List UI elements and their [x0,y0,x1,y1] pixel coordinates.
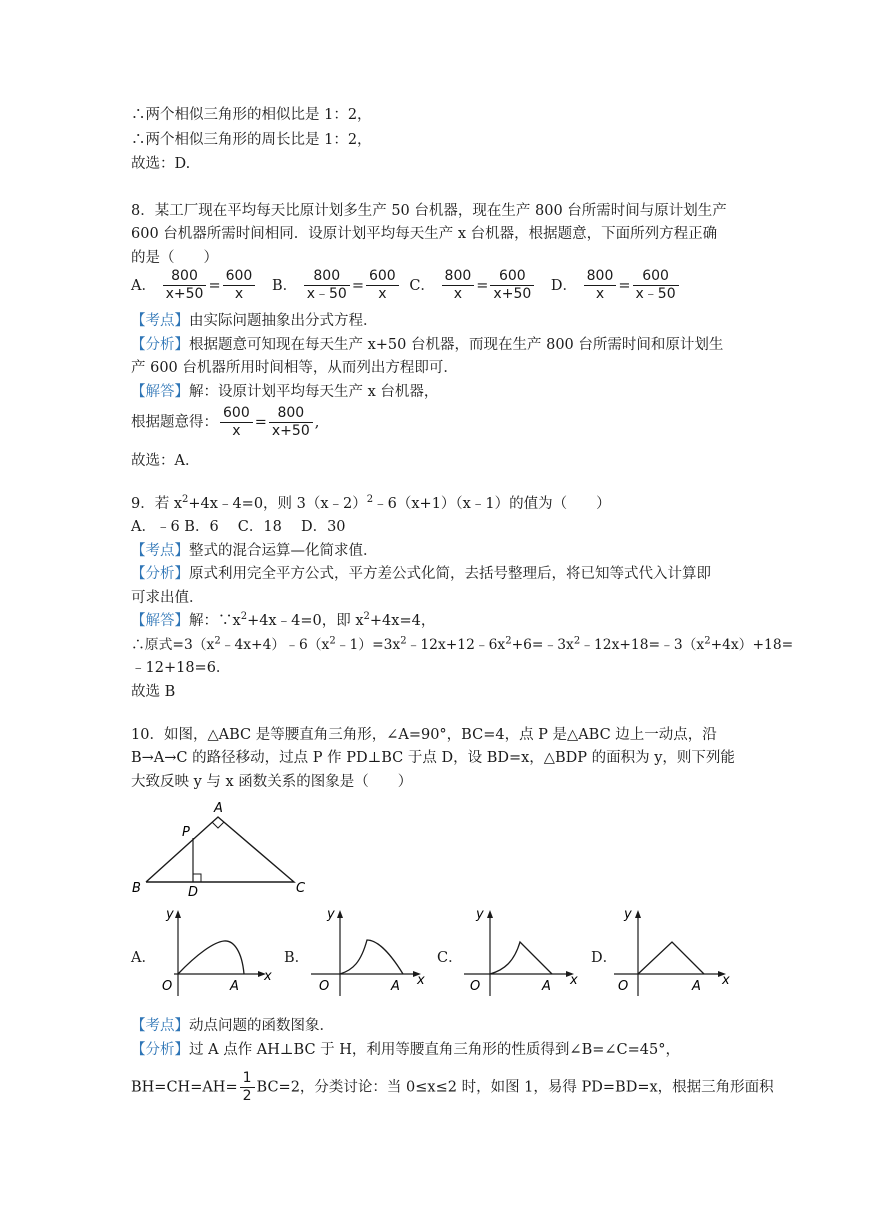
frac-num: 800 [304,268,350,286]
q9-jieda-1 [131,611,435,631]
t: +4x﹣4=0，则 3（x﹣2） [188,496,367,512]
triangle-figure [128,800,308,900]
frac-num: 800 [442,268,475,286]
axis-x-label: x [264,969,272,984]
point-a-label: A [542,979,551,994]
q10-fenxi-2 [131,1070,774,1105]
label-c: C [296,881,306,896]
origin-label: O [618,979,629,994]
sup: 2 [182,494,189,506]
sup: 2 [505,635,512,647]
q10-stem-3: 大致反映 y 与 x 函数关系的图象是（ ） [131,774,413,790]
kaodian-tag: 【考点】 [131,313,189,329]
graph-d [610,904,735,1004]
q8-option-b: B． $\frac{800}{x﹣50}$ = $\frac{600}{x}$ [272,278,405,294]
frac-num: 600 [490,268,534,286]
q7-line-1: ∴两个相似三角形的相似比是 1：2， [131,107,372,123]
axis-x-label: x [570,973,578,988]
sup: 2 [214,635,221,647]
q8-stem-3: 的是（ ） [131,250,218,266]
sup: 2 [329,635,336,647]
q7-answer: 故选：D. [131,156,191,172]
sup: 2 [363,611,370,623]
fenxi-text: 原式利用完全平方公式，平方差公式化简，去括号整理后，将已知等式代入计算即 [189,566,711,582]
q8-option-d: D． $\frac{800}{x}$ = $\frac{600}{x﹣50}$ [551,278,681,294]
t: +4x）+18= [710,637,794,653]
q8-stem-2: 600 台机器所需时间相同．设原计划平均每天生产 x 台机器，根据题意，下面所列方程正确 [131,226,718,242]
t: 9．若 x [131,496,183,512]
t: ﹣4x+4）﹣6（x [220,637,330,653]
graph-a [152,904,272,1004]
jieda-tag: 【解答】 [131,384,189,400]
axis-x-label: x [722,973,730,988]
option-label: A． [131,277,156,294]
jieda-tag: 【解答】 [131,613,189,629]
q9-options: A．﹣6 B．6 C．18 D．30 [131,519,346,535]
option-label: D． [550,277,578,294]
frac-den: x [378,286,387,302]
axis-y-label: y [166,907,174,922]
frac-den: x+50 [271,423,310,439]
t: ﹣12x+18=﹣3（x [580,637,705,653]
fenxi-tag: 【分析】 [131,1042,189,1058]
origin-label: O [319,979,330,994]
q10-fenxi-1 [131,1040,680,1060]
option-label: B． [271,277,298,294]
frac-den: x [595,286,605,302]
t: ﹣12x+12﹣6x [406,637,506,653]
sup: 2 [240,611,248,623]
q8-jieda-2: 根据题意得： $\frac{600}{x}$ = $\frac{800}{x+50}$ , [131,405,320,439]
graph-label-a: A． [131,950,156,966]
q10-kaodian [131,1016,334,1036]
origin-label: O [470,979,481,994]
label-b: B [132,881,141,896]
q9-stem [131,494,611,514]
t: ∴原式=3（x [131,637,215,653]
graph-label-d: D． [591,950,618,966]
frac-num: 600 [366,268,399,286]
triangle-abc [146,817,294,882]
q7-line-2: ∴两个相似三角形的周长比是 1：2， [131,132,372,148]
kaodian-text: 整式的混合运算—化简求值． [189,543,378,559]
fenxi-tag: 【分析】 [131,337,189,353]
fenxi-text: 根据题意可知现在每天生产 x+50 台机器，而现在生产 800 台所需时间和原计划生 [189,337,724,353]
graph-c [458,904,578,1004]
axis-y-label: y [476,907,484,922]
kaodian-text: 由实际问题抽象出分式方程． [189,313,378,329]
right-angle-d [193,874,201,882]
label-d: D [188,885,199,900]
q10-stem-1: 10．如图，△ABC 是等腰直角三角形，∠A=90°，BC=4，点 P 是△ABC 边上一动点，沿 [131,727,717,743]
label-p: P [182,825,190,840]
t: ﹣1）=3x [335,637,401,653]
t: ﹣6（x+1）（x﹣1）的值为（ ） [373,496,611,512]
frac-den: x [453,286,463,302]
kaodian-text: 动点问题的函数图象． [189,1018,334,1034]
sup: 2 [366,494,374,506]
q8-option-a: A． $\frac{800}{x+50}$ = $\frac{600}{x}$ [131,278,262,294]
q8-options [131,268,681,303]
t: +4x﹣4=0，即 x [247,613,364,629]
point-a-label: A [692,979,701,994]
t: BH=CH=AH= [131,1079,238,1096]
t: BC=2，分类讨论：当 0≤x≤2 时，如图 1，易得 PD=BD=x，根据三角形面积 [256,1079,774,1096]
graph-label-b: B． [284,950,310,966]
q8-option-c: C． $\frac{800}{x}$ = $\frac{600}{x+50}$ [409,278,541,294]
curve-b [340,940,403,974]
graph-b [305,904,425,1004]
kaodian-tag: 【考点】 [131,543,189,559]
curve-d [638,942,704,974]
jieda-prefix: 根据题意得： [131,414,218,431]
frac-num: 600 [633,268,679,286]
q8-jieda-1 [131,382,438,402]
q9-jieda-3: ﹣12+18=6． [131,660,231,676]
curve-c [490,942,552,974]
q9-answer: 故选 B [131,684,176,700]
q8-stem-1: 8．某工厂现在平均每天比原计划多生产 50 台机器，现在生产 800 台所需时间与原计划生产 [131,203,727,219]
axis-y-label: y [327,907,335,922]
t: +6=﹣3x [511,637,574,653]
q8-kaodian [131,311,378,331]
point-a-label: A [230,979,239,994]
kaodian-tag: 【考点】 [131,1018,189,1034]
label-a: A [214,801,223,816]
q9-fenxi-1 [131,564,711,584]
fenxi-tag: 【分析】 [131,566,189,582]
sup: 2 [573,635,581,647]
frac-den: 2 [242,1088,252,1104]
origin-label: O [162,979,173,994]
frac-den: x﹣50 [635,286,676,302]
sup: 2 [400,635,407,647]
fenxi-text: 过 A 点作 AH⊥BC 于 H，利用等腰直角三角形的性质得到∠B=∠C=45°， [189,1042,680,1058]
frac-num: 800 [163,268,207,286]
frac-den: x [234,286,244,302]
frac-den: x+50 [165,286,204,302]
q8-fenxi-2: 产 600 台机器所用时间相等，从而列出方程即可． [131,360,458,376]
q9-fenxi-2: 可求出值． [131,590,204,606]
jieda-text: 解：设原计划平均每天生产 x 台机器， [189,384,439,400]
q8-fenxi-1 [131,335,723,355]
frac-num: 1 [240,1070,255,1088]
option-label: C． [409,277,435,294]
right-angle-a [212,822,224,828]
graph-label-c: C． [437,950,463,966]
frac-num: 600 [223,268,256,286]
axis-x-label: x [417,973,425,988]
curve-a [178,941,244,974]
frac-den: x﹣50 [306,286,347,302]
t: 解：∵x [189,613,241,629]
t: +4x=4， [369,613,436,629]
q9-jieda-2 [131,635,793,655]
frac-num: 600 [220,405,253,423]
point-a-label: A [391,979,400,994]
q8-answer: 故选：A． [131,453,200,469]
sup: 2 [704,635,711,647]
q9-kaodian [131,541,378,561]
q10-stem-2: B→A→C 的路径移动，过点 P 作 PD⊥BC 于点 D，设 BD=x，△BDP 的面积为 y，则下列能 [131,750,735,766]
frac-num: 800 [584,268,617,286]
axis-y-label: y [624,907,632,922]
frac-den: x+50 [493,286,532,302]
frac-num: 800 [269,405,313,423]
frac-den: x [232,423,241,439]
